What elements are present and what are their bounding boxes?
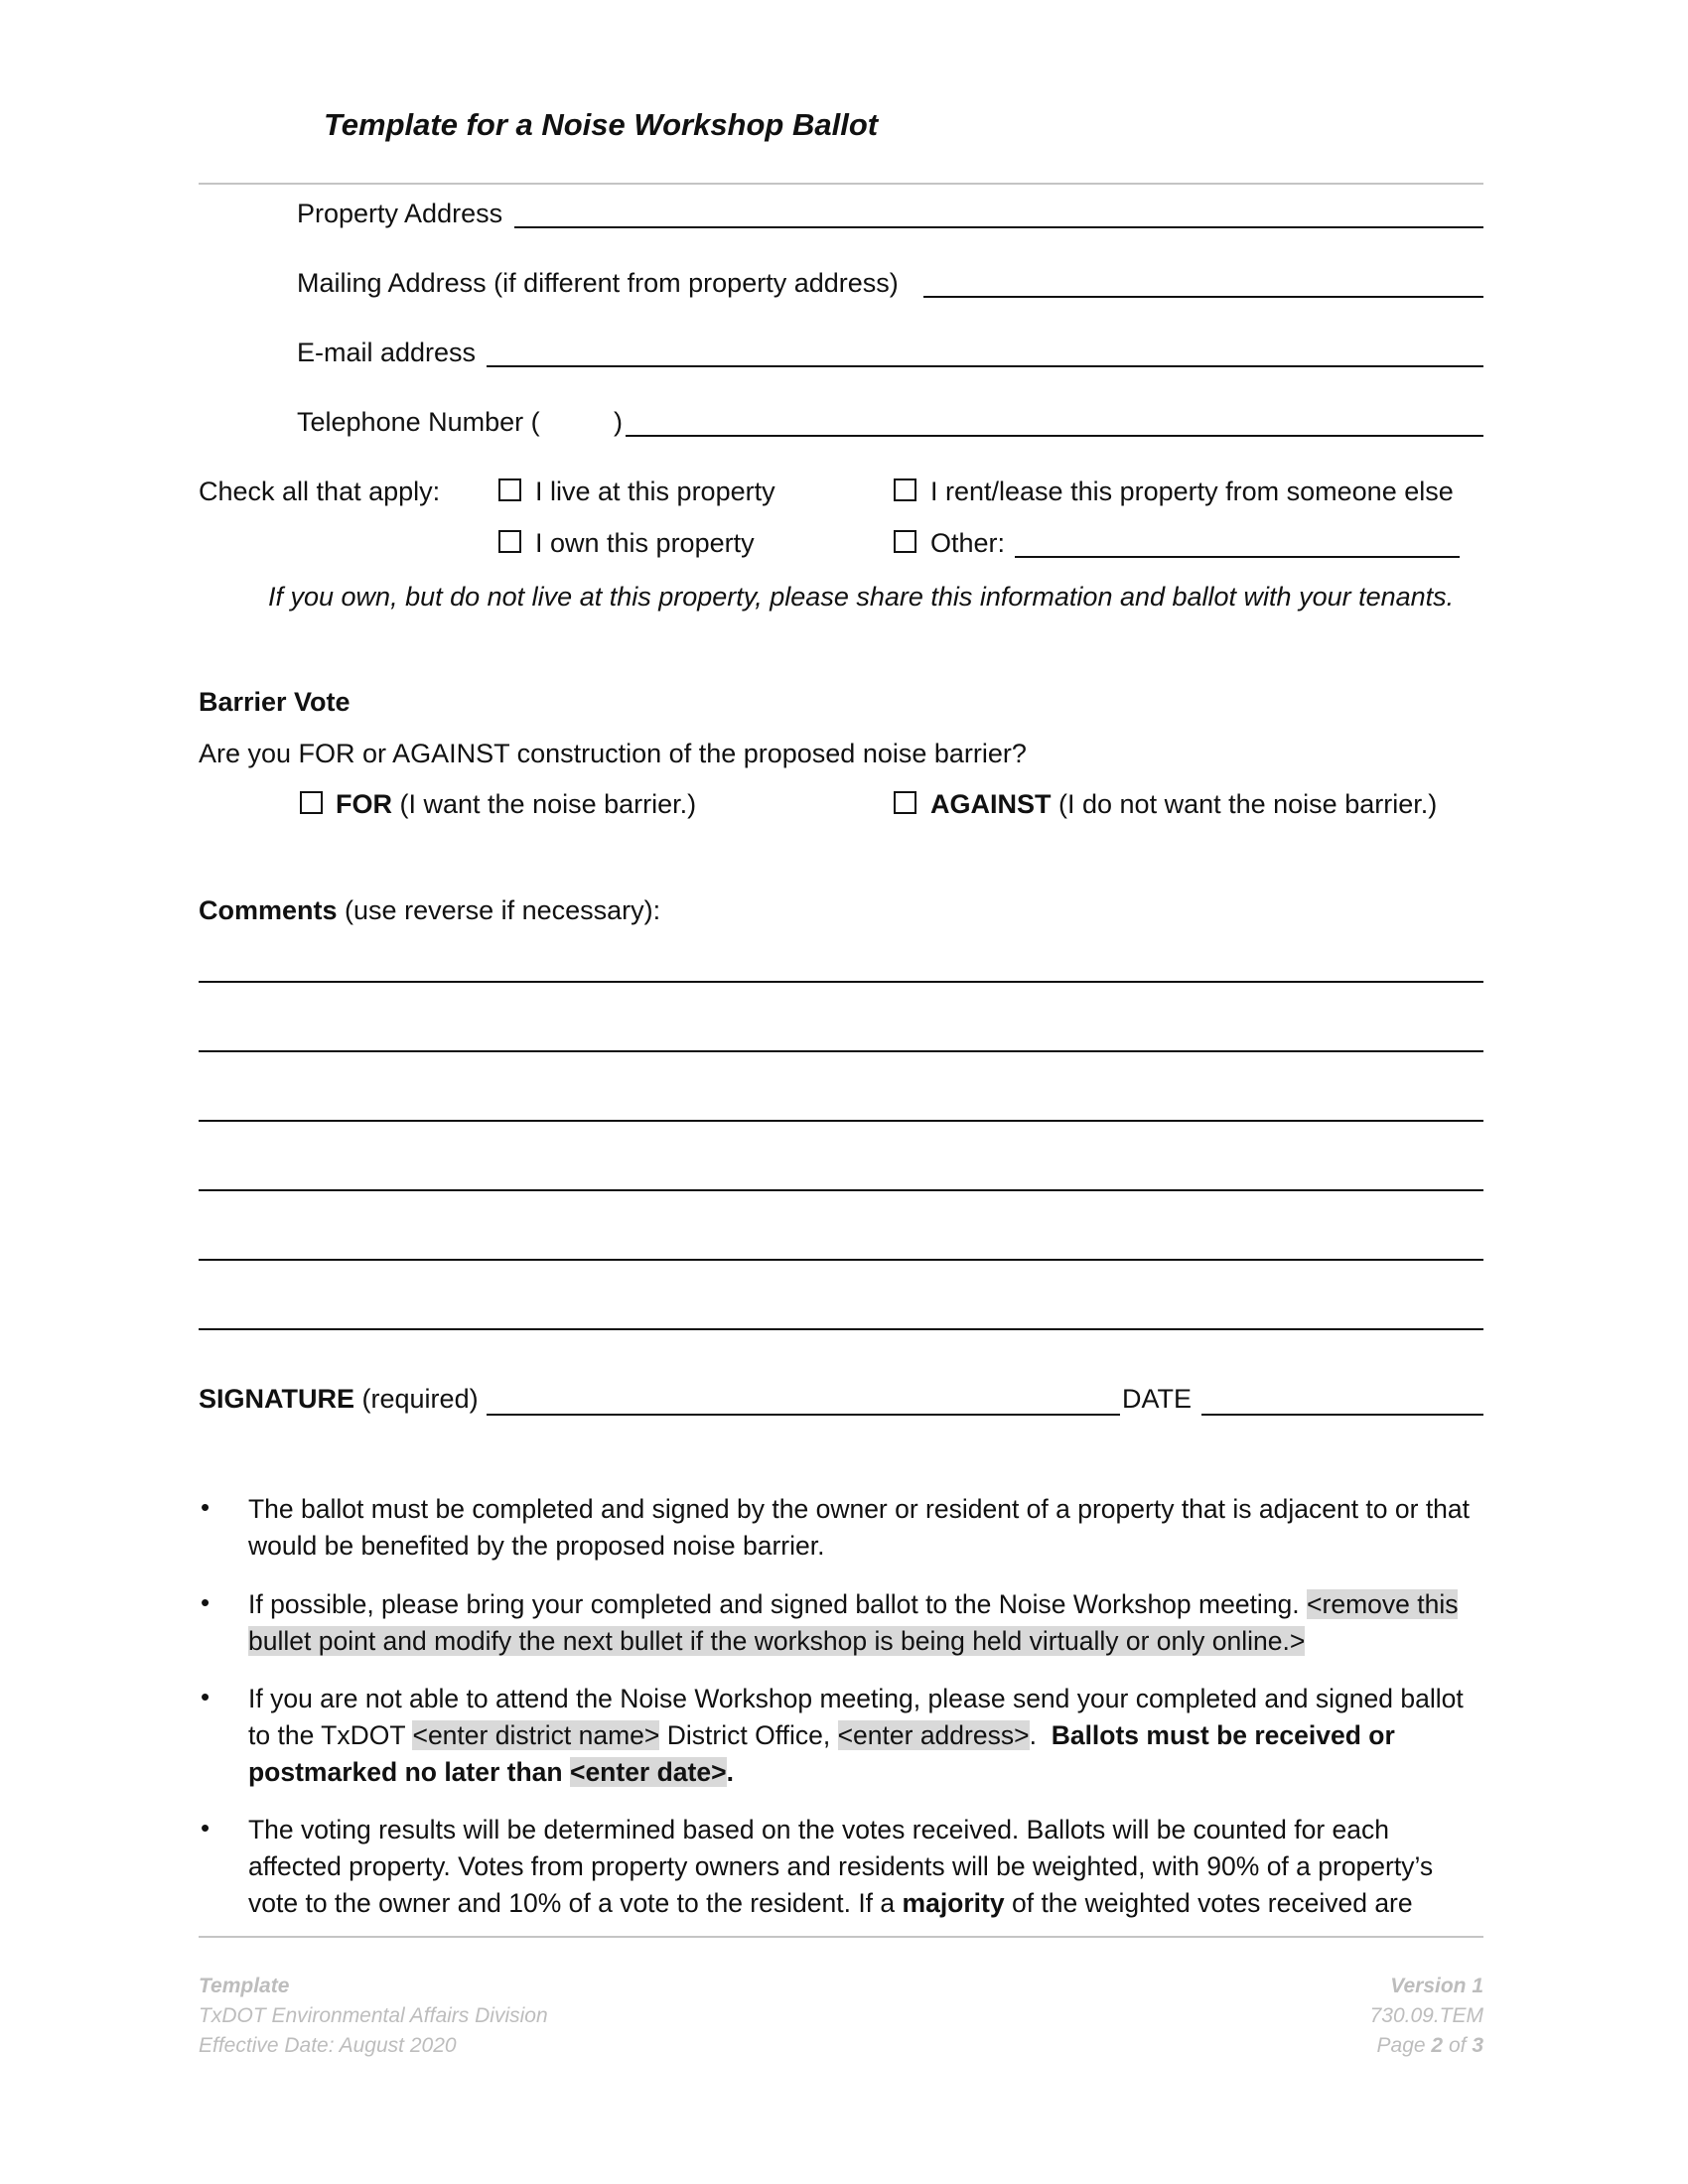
for-bold: FOR — [336, 789, 392, 819]
other-field[interactable] — [1015, 556, 1460, 558]
comment-line[interactable] — [199, 1050, 1483, 1052]
checkbox-own-label: I own this property — [535, 528, 755, 558]
comment-line[interactable] — [199, 1120, 1483, 1122]
checkbox-other[interactable] — [894, 530, 916, 553]
comments-rest: (use reverse if necessary): — [345, 895, 661, 925]
bullet-marker: • — [201, 1813, 211, 1843]
bullet-3 — [248, 1681, 1489, 1791]
bullet-marker: • — [201, 1682, 211, 1711]
footer-division: TxDOT Environmental Affairs Division — [199, 2004, 548, 2027]
checkbox-live[interactable] — [498, 478, 521, 501]
bullet-4-text-b: of the weighted votes received are — [1011, 1888, 1413, 1918]
checkbox-live-label: I live at this property — [535, 477, 775, 506]
against-rest: (I do not want the noise barrier.) — [1058, 789, 1438, 819]
for-rest: (I want the noise barrier.) — [399, 789, 697, 819]
signature-rest: (required) — [361, 1384, 479, 1414]
checkbox-rent[interactable] — [894, 478, 916, 501]
signature-bold: SIGNATURE — [199, 1384, 355, 1414]
owner-note: If you own, but do not live at this property, please share this information and ballot with your tenants. — [268, 582, 1455, 612]
mailing-address-label: Mailing Address (if different from property address) — [297, 268, 899, 298]
footer-left — [199, 1972, 548, 2061]
against-bold: AGAINST — [930, 789, 1052, 819]
bullet-3-text-c: . — [1029, 1720, 1037, 1750]
checkbox-for[interactable] — [300, 791, 323, 814]
bullet-3-text-a: If you are not able to attend the Noise Workshop meeting, please send your completed and signed ballot to the TxDOT — [248, 1684, 1464, 1750]
bullet-4 — [248, 1812, 1489, 1922]
bullet-3-bold: Ballots must be received or postmarked no later than — [248, 1720, 1395, 1787]
property-address-field[interactable] — [514, 226, 1483, 228]
footer-of-word: of — [1448, 2034, 1467, 2057]
for-label — [336, 789, 696, 820]
bullet-4-bold: majority — [902, 1888, 1005, 1918]
comment-line[interactable] — [199, 1189, 1483, 1191]
bullet-4-text-a: The voting results will be determined based on the votes received. Ballots will be counted for each affected property. Votes from property owners and residents will be weighted, with 90% of a property’s vote to the owner and 10% of a vote to the resident. If a — [248, 1815, 1434, 1918]
comments-label — [199, 895, 660, 926]
property-address-label: Property Address — [297, 199, 503, 228]
district-name-placeholder: <enter district name> — [412, 1720, 660, 1750]
footer-rule — [199, 1936, 1483, 1938]
mailing-address-field[interactable] — [923, 296, 1483, 298]
telephone-paren: ) — [614, 407, 623, 437]
comment-line[interactable] — [199, 1328, 1483, 1330]
checkbox-against[interactable] — [894, 791, 916, 814]
bullet-3-end: . — [726, 1757, 734, 1787]
telephone-label: Telephone Number ( — [297, 407, 540, 437]
comment-line[interactable] — [199, 1259, 1483, 1261]
footer-right — [1370, 1972, 1483, 2061]
footer-effective-date: Effective Date: August 2020 — [199, 2034, 457, 2057]
barrier-vote-heading: Barrier Vote — [199, 687, 351, 717]
email-field[interactable] — [487, 365, 1483, 367]
address-placeholder: <enter address> — [837, 1720, 1030, 1750]
email-label: E-mail address — [297, 338, 477, 367]
against-label — [930, 789, 1437, 820]
header-rule — [199, 183, 1483, 185]
bullet-2 — [248, 1586, 1489, 1660]
telephone-field[interactable] — [626, 435, 1483, 437]
bullet-2-text: If possible, please bring your completed and signed ballot to the Noise Workshop meeting. — [248, 1589, 1300, 1619]
bullet-marker: • — [201, 1587, 211, 1617]
footer-template: Template — [199, 1975, 290, 1997]
signature-field[interactable] — [487, 1414, 1120, 1416]
bullet-marker: • — [201, 1492, 211, 1522]
footer-total-pages: 3 — [1472, 2034, 1483, 2057]
footer-doc-number: 730.09.TEM — [1369, 2004, 1483, 2027]
date-placeholder: <enter date> — [569, 1757, 727, 1787]
footer-current-page: 2 — [1431, 2034, 1444, 2057]
comments-bold: Comments — [199, 895, 338, 925]
bullet-3-text-b: District Office, — [666, 1720, 831, 1750]
barrier-question: Are you FOR or AGAINST construction of the proposed noise barrier? — [199, 739, 1027, 768]
checkbox-rent-label: I rent/lease this property from someone else — [930, 477, 1454, 506]
footer-page-number — [1370, 2031, 1483, 2061]
page-title: Template for a Noise Workshop Ballot — [324, 107, 879, 142]
footer-version: Version 1 — [1390, 1975, 1483, 1997]
checkbox-other-label: Other: — [930, 528, 1006, 558]
bullet-2-placeholder: <remove this bullet point and modify the next bullet if the workshop is being held virtually or only online.> — [248, 1589, 1459, 1656]
bullet-1: The ballot must be completed and signed by the owner or resident of a property that is adjacent to or that would be benefited by the proposed noise barrier. — [248, 1494, 1471, 1561]
comment-line[interactable] — [199, 981, 1483, 983]
checkbox-own[interactable] — [498, 530, 521, 553]
footer-page-word: Page — [1376, 2034, 1426, 2057]
date-field[interactable] — [1201, 1414, 1483, 1416]
date-label: DATE — [1122, 1384, 1193, 1414]
check-all-label: Check all that apply: — [199, 477, 441, 506]
signature-label — [199, 1384, 479, 1415]
